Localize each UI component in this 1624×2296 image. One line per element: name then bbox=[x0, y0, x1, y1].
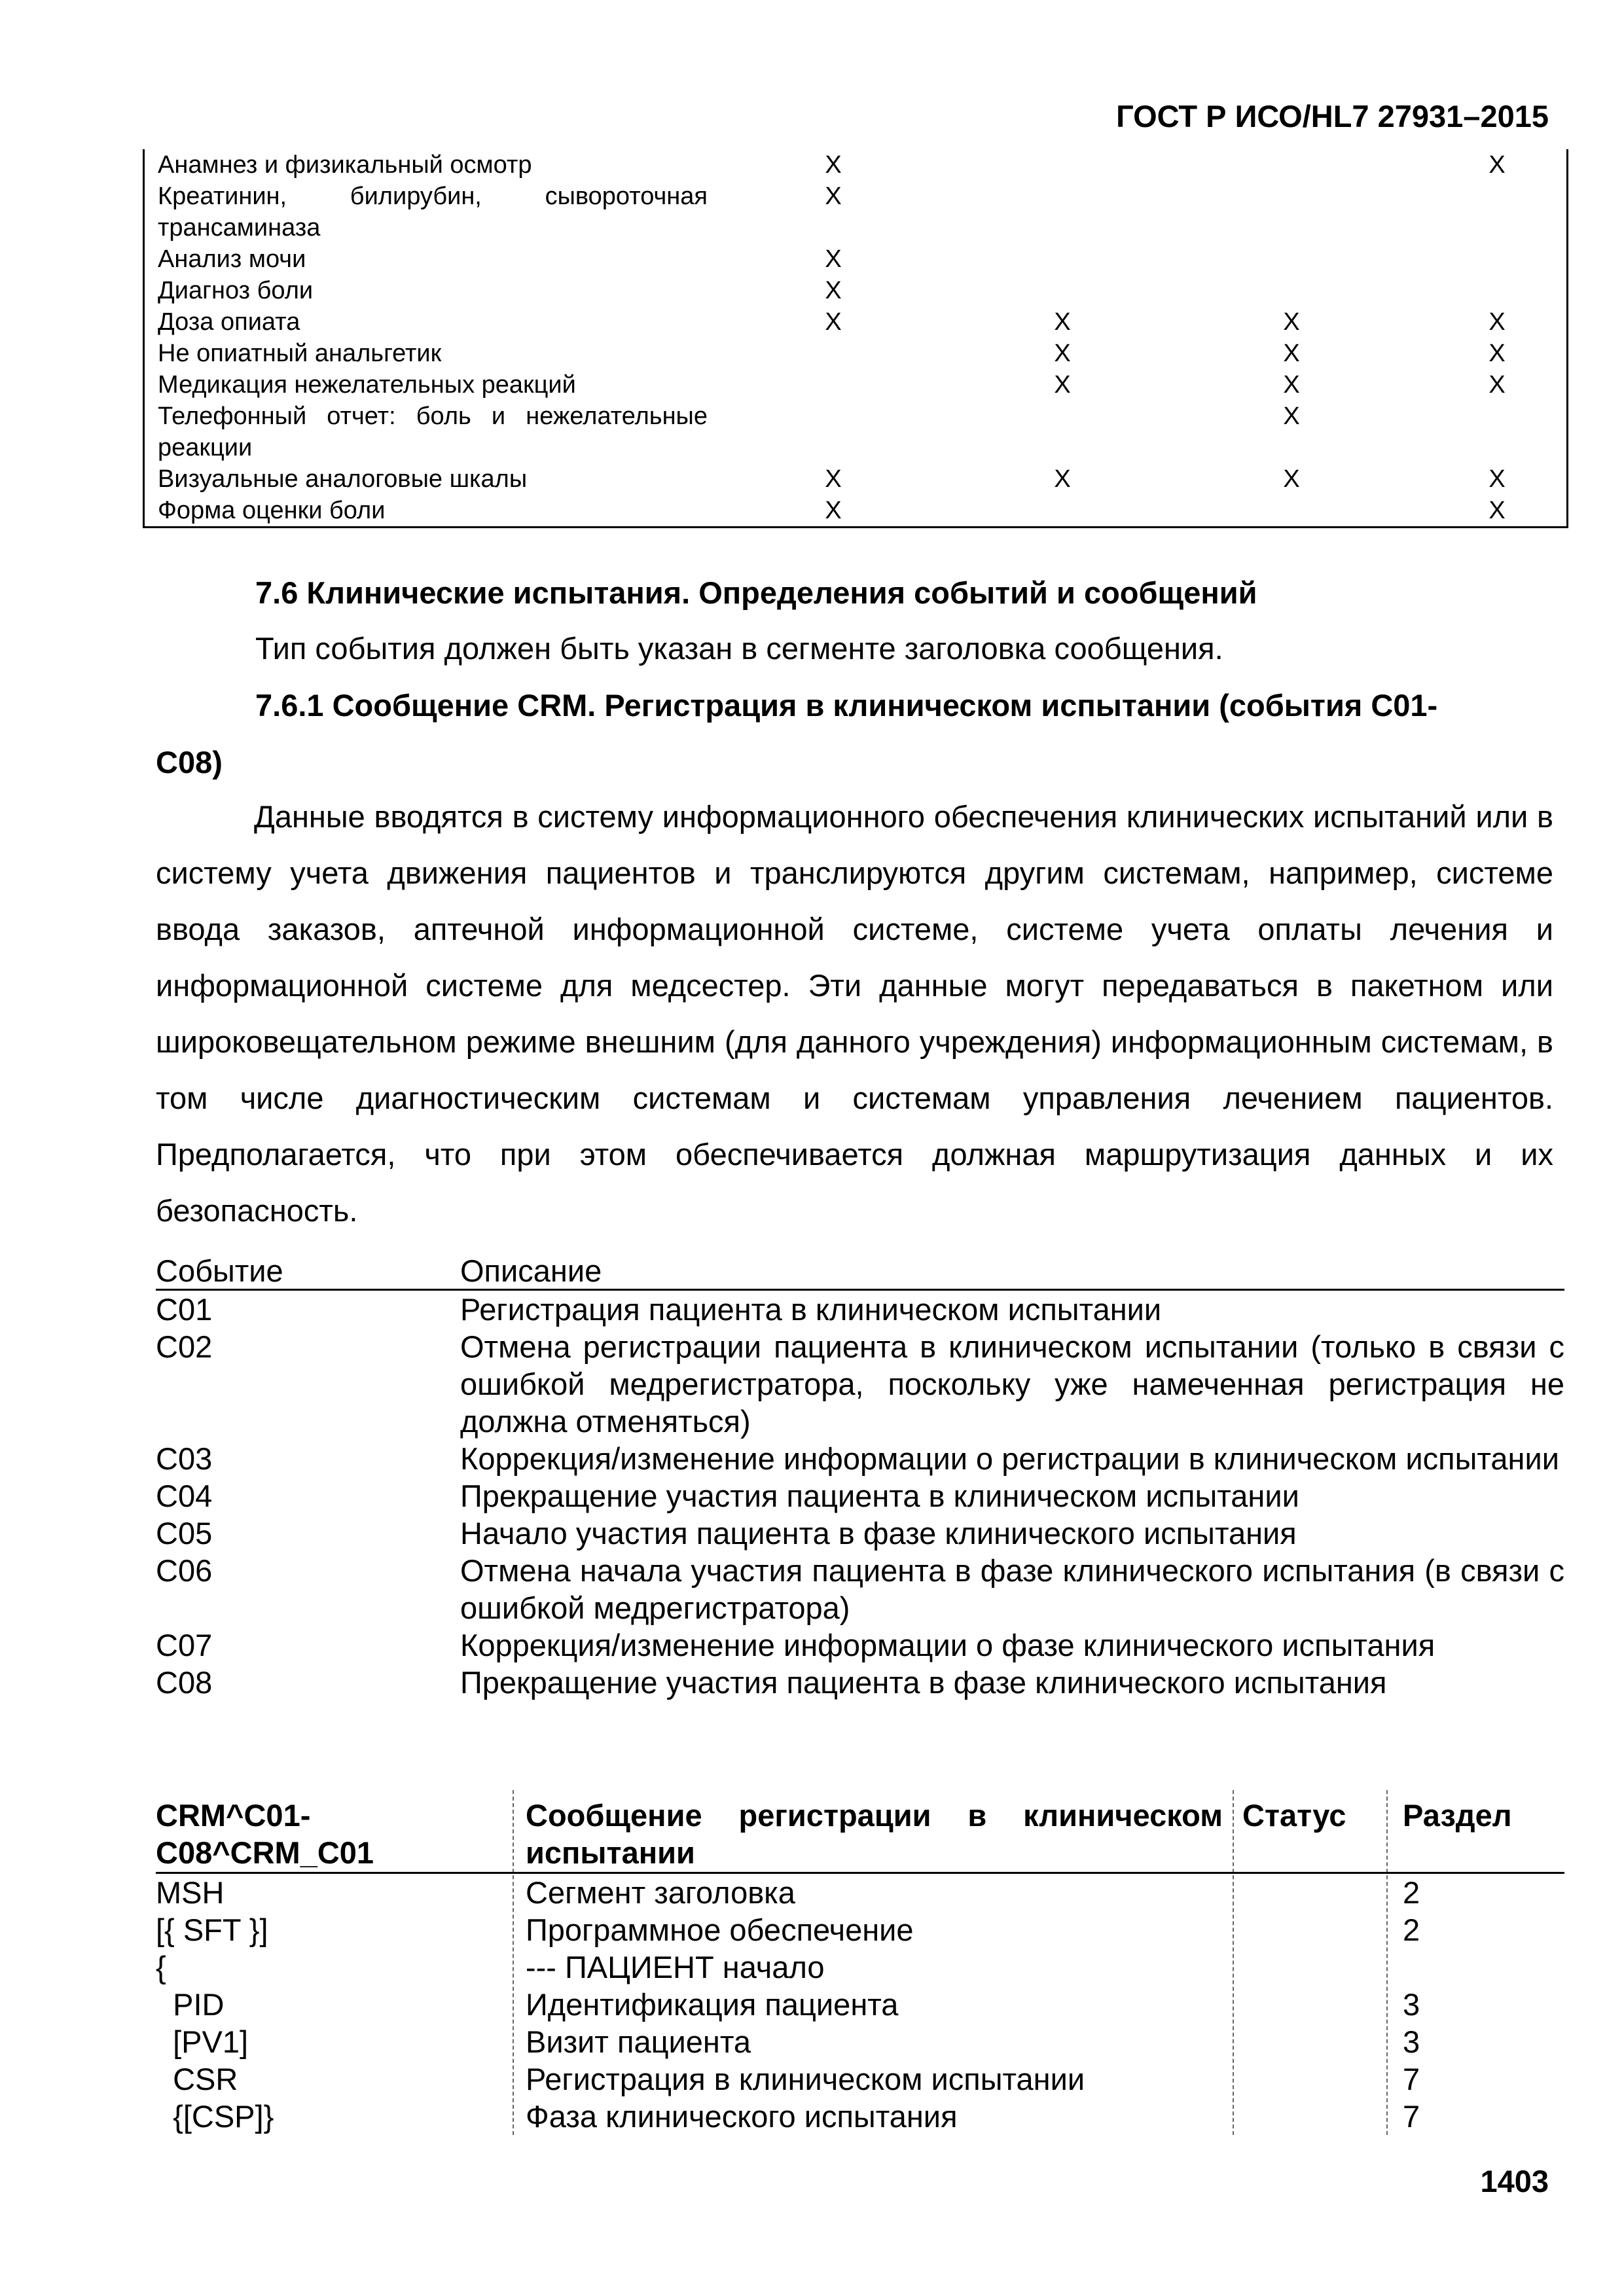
segment-code: [{ SFT }] bbox=[156, 1912, 268, 1947]
mark: X bbox=[1283, 340, 1300, 367]
event-desc: Прекращение участия пациента в фазе клинического испытания bbox=[460, 1665, 1387, 1700]
row-label: Доза опиата bbox=[158, 308, 300, 336]
segment-section: 2 bbox=[1403, 1912, 1420, 1947]
mark: X bbox=[1283, 465, 1300, 493]
row-label: Диагноз боли bbox=[158, 277, 314, 304]
document-header: ГОСТ Р ИСО/HL7 27931–2015 bbox=[1116, 99, 1549, 134]
event-code: C06 bbox=[156, 1553, 213, 1588]
mark: X bbox=[1283, 403, 1300, 430]
event-code: C08 bbox=[156, 1665, 213, 1700]
segment-section: 2 bbox=[1403, 1875, 1420, 1910]
events-table bbox=[156, 1253, 1564, 1701]
event-desc: Отмена начала участия пациента в фазе клинического испытания (в связи с ошибкой медрегистратора) bbox=[460, 1553, 1564, 1625]
message-structure-table bbox=[156, 1790, 1564, 2135]
table-row bbox=[145, 463, 1566, 495]
event-code: C05 bbox=[156, 1516, 213, 1551]
table-header bbox=[156, 1253, 1564, 1291]
header-line: CRM^C01- bbox=[156, 1798, 311, 1833]
mark: X bbox=[1054, 340, 1071, 367]
table-row bbox=[156, 1440, 1564, 1477]
table-row bbox=[156, 1664, 1564, 1701]
column-header-status: Статус bbox=[1242, 1798, 1346, 1833]
event-desc: Начало участия пациента в фазе клинического испытания bbox=[460, 1516, 1297, 1551]
mark: X bbox=[825, 183, 842, 210]
table-row bbox=[145, 149, 1566, 181]
paragraph-text: Данные вводятся в систему информационного обеспечения клинических испытаний или в систему учета движения пациентов и транслируются другим системам, например, системе ввода заказов, аптечной информационной системе, системе учета оплаты лечения и информационной системе для медсестер. Эти данные могут передаваться в пакетном или широковещательном режиме внешним (для данного учреждения) информационным системам, в том числе диагностическим системам и системам управления лечением пациентов. Предполагается, что при этом обеспечивается должная маршрутизация данных и их безопасность. bbox=[156, 799, 1553, 1228]
segment-section: 3 bbox=[1403, 1987, 1420, 2022]
table-row bbox=[156, 2098, 1564, 2135]
mark: X bbox=[1489, 340, 1506, 367]
segment-section: 7 bbox=[1403, 2099, 1420, 2134]
section-text: Тип события должен быть указан в сегменте заголовка сообщения. bbox=[255, 631, 1223, 666]
table-row bbox=[156, 1911, 1564, 1948]
segment-code: MSH bbox=[156, 1875, 225, 1910]
table-row bbox=[145, 306, 1566, 338]
mark: X bbox=[1283, 371, 1300, 399]
header-line: C08^CRM_C01 bbox=[156, 1835, 374, 1870]
segment-desc: Фаза клинического испытания bbox=[526, 2099, 958, 2134]
mark: X bbox=[1489, 465, 1506, 493]
table-row bbox=[156, 1477, 1564, 1515]
mark: X bbox=[1489, 497, 1506, 524]
table-row bbox=[156, 1874, 1564, 1911]
column-header-section: Раздел bbox=[1403, 1798, 1512, 1833]
event-code: C07 bbox=[156, 1628, 213, 1662]
table-header bbox=[156, 1790, 1564, 1874]
row-label: Визуальные аналоговые шкалы bbox=[158, 465, 528, 493]
event-desc: Прекращение участия пациента в клиническом испытании bbox=[460, 1479, 1299, 1513]
row-label: Не опиатный анальгетик bbox=[158, 340, 442, 367]
mark: X bbox=[1489, 308, 1506, 336]
segment-desc: Идентификация пациента bbox=[526, 1987, 899, 2022]
mark: X bbox=[1283, 308, 1300, 336]
table-row bbox=[156, 1552, 1564, 1626]
segment-desc: Сегмент заголовка bbox=[526, 1875, 795, 1910]
segment-desc: Визит пациента bbox=[526, 2024, 751, 2059]
table-row bbox=[145, 369, 1566, 401]
table-row bbox=[145, 243, 1566, 275]
mark: X bbox=[1489, 371, 1506, 399]
event-code: C04 bbox=[156, 1479, 213, 1513]
subsection-heading-cont: C08) bbox=[156, 745, 223, 780]
mark: X bbox=[825, 497, 842, 524]
table-row bbox=[156, 1291, 1564, 1328]
event-desc: Коррекция/изменение информации о фазе клинического испытания bbox=[460, 1628, 1435, 1662]
mark: X bbox=[825, 151, 842, 179]
event-code: C02 bbox=[156, 1329, 213, 1364]
table-row bbox=[156, 1986, 1564, 2023]
assessment-table bbox=[143, 149, 1568, 528]
table-row bbox=[145, 338, 1566, 369]
event-desc: Регистрация пациента в клиническом испытании bbox=[460, 1292, 1162, 1327]
segment-code: {[CSP]} bbox=[156, 2099, 274, 2134]
page-number: 1403 bbox=[1480, 2164, 1549, 2198]
column-header-description bbox=[526, 1797, 1223, 1871]
event-desc: Отмена регистрации пациента в клиническом испытании (только в связи с ошибкой медрегистратора, поскольку уже намеченная регистрация не должна отменяться) bbox=[460, 1329, 1564, 1439]
mark: X bbox=[1054, 465, 1071, 493]
section-heading: 7.6 Клинические испытания. Определения событий и сообщений bbox=[255, 575, 1257, 610]
segment-code: [PV1] bbox=[156, 2024, 249, 2059]
mark: X bbox=[825, 245, 842, 273]
table-row bbox=[145, 275, 1566, 306]
row-label: Анамнез и физикальный осмотр bbox=[158, 151, 532, 179]
segment-code: CSR bbox=[156, 2062, 238, 2096]
event-code: C03 bbox=[156, 1441, 213, 1476]
mark: X bbox=[1054, 308, 1071, 336]
table-row bbox=[145, 495, 1566, 526]
mark: X bbox=[1489, 151, 1506, 179]
table-row bbox=[145, 401, 1566, 463]
column-header-message-type bbox=[156, 1797, 374, 1871]
event-desc: Коррекция/изменение информации о регистрации в клиническом испытании bbox=[460, 1441, 1560, 1476]
column-header: Описание bbox=[460, 1253, 602, 1288]
table-row bbox=[156, 2060, 1564, 2098]
mark: X bbox=[1054, 371, 1071, 399]
segment-code: { bbox=[156, 1950, 166, 1984]
header-line: испытании bbox=[526, 1835, 695, 1870]
row-label: Анализ мочи bbox=[158, 245, 306, 273]
table-row bbox=[156, 2023, 1564, 2060]
table-row bbox=[156, 1515, 1564, 1552]
subsection-heading: 7.6.1 Сообщение CRM. Регистрация в клиническом испытании (события C01- bbox=[255, 688, 1438, 723]
segment-section: 7 bbox=[1403, 2062, 1420, 2096]
segment-desc: --- ПАЦИЕНТ начало bbox=[526, 1950, 825, 1984]
table-row bbox=[156, 1626, 1564, 1664]
mark: X bbox=[825, 277, 842, 304]
table-row bbox=[145, 181, 1566, 243]
row-label: Креатинин, билирубин, сывороточная трансаминаза bbox=[158, 183, 708, 242]
row-label: Медикация нежелательных реакций bbox=[158, 371, 576, 399]
body-paragraph bbox=[156, 789, 1553, 1239]
segment-desc: Программное обеспечение bbox=[526, 1912, 914, 1947]
row-label: Телефонный отчет: боль и нежелательные реакции bbox=[158, 403, 708, 461]
header-line: Сообщение регистрации в клиническом bbox=[526, 1798, 1223, 1833]
table-row bbox=[156, 1948, 1564, 1986]
segment-code: PID bbox=[156, 1987, 225, 2022]
mark: X bbox=[825, 465, 842, 493]
column-header: Событие bbox=[156, 1253, 283, 1288]
segment-desc: Регистрация в клиническом испытании bbox=[526, 2062, 1085, 2096]
event-code: C01 bbox=[156, 1292, 213, 1327]
table-row bbox=[156, 1328, 1564, 1440]
segment-section: 3 bbox=[1403, 2024, 1420, 2059]
mark: X bbox=[825, 308, 842, 336]
row-label: Форма оценки боли bbox=[158, 497, 386, 524]
